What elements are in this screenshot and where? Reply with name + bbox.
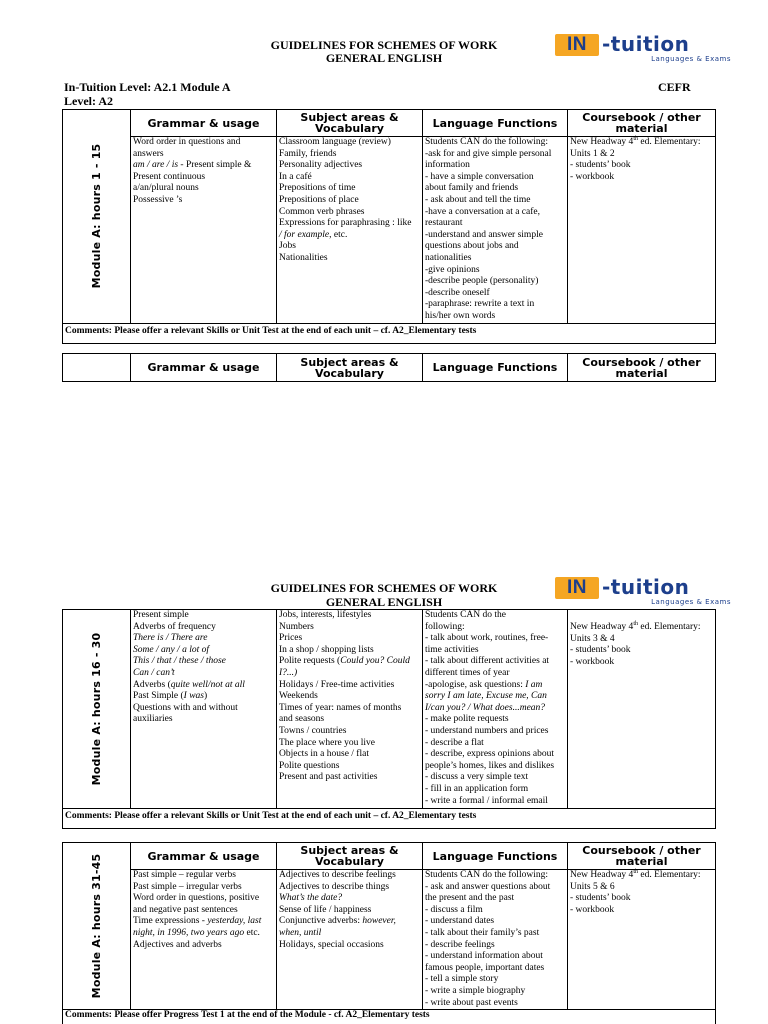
in-tuition-logo bbox=[555, 577, 733, 611]
cell-line: Weekends bbox=[279, 691, 318, 702]
cell-line: am / are / is - Present simple & bbox=[133, 160, 252, 171]
students-book-line: - students’ book bbox=[570, 160, 631, 171]
cell-line: - tell a simple story bbox=[425, 974, 499, 985]
cell-line: a/an/plural nouns bbox=[133, 183, 199, 194]
cell-line: Students CAN do the following: bbox=[425, 137, 548, 147]
cell-line: Present simple bbox=[133, 610, 189, 620]
cell-line: Prepositions of time bbox=[279, 183, 356, 194]
cell-line: Polite requests (Could you? Could bbox=[279, 656, 410, 667]
cell-line: restaurant bbox=[425, 218, 463, 229]
cell-line: -apologise, ask questions: I am bbox=[425, 679, 543, 690]
functions-cell bbox=[423, 870, 568, 1010]
cell-line: auxiliaries bbox=[133, 714, 173, 725]
cell-line: - discuss a film bbox=[425, 904, 483, 915]
headway-line: New Headway 4th ed. Elementary: bbox=[570, 135, 701, 147]
cell-line: Conjunctive adverbs: however, bbox=[279, 916, 396, 927]
cell-line: - talk about work, routines, free- bbox=[425, 633, 549, 644]
cell-line: different times of year bbox=[425, 667, 510, 678]
cell-line: answers bbox=[133, 148, 164, 159]
grammar-cell bbox=[131, 870, 277, 1010]
module-hours-label: Module A: hours 31-45 bbox=[89, 853, 103, 999]
cell-line: -describe people (personality) bbox=[425, 276, 539, 287]
cell-line: -understand and answer simple bbox=[425, 229, 543, 240]
cell-line: Questions with and without bbox=[133, 702, 238, 713]
doc-title-line2: GENERAL ENGLISH bbox=[325, 51, 443, 65]
cell-line: -have a conversation at a cafe, bbox=[425, 206, 540, 217]
doc-title-line2: GENERAL ENGLISH bbox=[325, 595, 443, 609]
header-language-functions: Language Functions bbox=[423, 843, 568, 870]
cell-line: Present and past activities bbox=[279, 772, 378, 783]
cell-line: Adjectives to describe things bbox=[279, 881, 390, 892]
cell-line: Adverbs (quite well/not at all bbox=[133, 679, 245, 690]
side-label-cell bbox=[63, 110, 131, 324]
cell-line: Some / any / a lot of bbox=[133, 644, 209, 655]
students-book-line: - students’ book bbox=[570, 645, 631, 656]
cell-line: Time expressions - yesterday, last bbox=[133, 916, 262, 927]
header-language-functions: Language Functions bbox=[423, 354, 568, 382]
cell-line: Adverbs of frequency bbox=[133, 621, 216, 632]
level-line-1: In-Tuition Level: A2.1 Module A bbox=[64, 80, 231, 94]
cell-line: Sense of life / happiness bbox=[279, 904, 372, 915]
cell-line: / for example, etc. bbox=[279, 229, 348, 240]
functions-cell bbox=[423, 610, 568, 809]
cell-line: - discuss a very simple text bbox=[425, 772, 529, 783]
cell-line: Possessive ’s bbox=[133, 194, 183, 205]
cell-line: information bbox=[425, 160, 470, 171]
cell-line: - fill in an application form bbox=[425, 783, 529, 794]
cell-line: Expressions for paraphrasing : like bbox=[279, 218, 412, 229]
cell-line: - talk about their family’s past bbox=[425, 927, 540, 938]
cell-line: Jobs, interests, lifestyles bbox=[279, 610, 372, 620]
cell-line: his/her own words bbox=[425, 310, 496, 321]
cell-line: I?...) bbox=[279, 667, 298, 678]
cell-line: and negative past sentences bbox=[133, 904, 238, 915]
cell-line: Can / can’t bbox=[133, 667, 175, 678]
cell-line: Objects in a house / flat bbox=[279, 749, 369, 760]
logo-wordmark: -tuition bbox=[602, 32, 690, 56]
headway-line: New Headway 4th ed. Elementary: bbox=[570, 868, 701, 880]
cell-line: about family and friends bbox=[425, 183, 519, 194]
cell-line: -give opinions bbox=[425, 264, 480, 275]
header-grammar: Grammar & usage bbox=[131, 843, 277, 870]
cell-line: Classroom language (review) bbox=[279, 137, 391, 147]
comments-row: Comments: Please offer a relevant Skills or Unit Test at the end of each unit – cf. A2_Elementary tests bbox=[63, 809, 716, 829]
cell-line: Jobs bbox=[279, 241, 296, 252]
cell-line: Past Simple (I was) bbox=[133, 691, 208, 702]
cell-line: Personality adjectives bbox=[279, 160, 363, 171]
cell-line: -paraphrase: rewrite a text in bbox=[425, 299, 535, 310]
cell-line: - have a simple conversation bbox=[425, 171, 534, 182]
header-subject-areas: Subject areas & Vocabulary bbox=[277, 354, 423, 382]
cell-line: famous people, important dates bbox=[425, 962, 545, 973]
units-line: Units 1 & 2 bbox=[570, 148, 615, 159]
cell-line: Times of year: names of months bbox=[279, 702, 402, 713]
side-label-cell bbox=[63, 610, 131, 809]
header-coursebook: Coursebook / other material bbox=[568, 110, 716, 137]
cell-line: Prices bbox=[279, 633, 303, 644]
functions-cell bbox=[423, 137, 568, 324]
units-line: Units 5 & 6 bbox=[570, 881, 615, 892]
cell-line: There is / There are bbox=[133, 633, 208, 644]
header-grammar: Grammar & usage bbox=[131, 354, 277, 382]
cell-line: Holidays, special occasions bbox=[279, 939, 384, 950]
cell-line: Word order in questions, positive bbox=[133, 893, 260, 904]
header-coursebook: Coursebook / other material bbox=[568, 354, 716, 382]
cell-line: - describe feelings bbox=[425, 939, 495, 950]
cell-line: In a café bbox=[279, 171, 312, 182]
logo-tagline: Languages & Exams bbox=[651, 55, 731, 63]
scheme-table-2 bbox=[62, 353, 716, 382]
in-tuition-logo bbox=[555, 34, 733, 68]
cell-line: - write a simple biography bbox=[425, 985, 526, 996]
cell-line: and seasons bbox=[279, 714, 325, 725]
logo-wordmark: -tuition bbox=[602, 575, 690, 599]
cell-line: - describe, express opinions about bbox=[425, 749, 555, 760]
scheme-table-3 bbox=[62, 609, 716, 829]
grammar-cell bbox=[131, 137, 277, 324]
cell-line: time activities bbox=[425, 644, 479, 655]
units-line: Units 3 & 4 bbox=[570, 633, 615, 644]
cell-line: Adjectives to describe feelings bbox=[279, 870, 396, 880]
cell-line: nationalities bbox=[425, 252, 472, 263]
cell-line: Adjectives and adverbs bbox=[133, 939, 222, 950]
cell-line: - understand dates bbox=[425, 916, 495, 927]
cell-line: sorry I am late, Excuse me, Can bbox=[425, 691, 547, 702]
comments-row: Comments: Please offer Progress Test 1 at the end of the Module - cf. A2_Elementary tests bbox=[63, 1010, 716, 1024]
cell-line: This / that / these / those bbox=[133, 656, 226, 667]
cell-line: Students CAN do the following: bbox=[425, 870, 548, 880]
cell-line: Word order in questions and bbox=[133, 137, 241, 147]
side-label-cell bbox=[63, 843, 131, 1010]
cell-line: Family, friends bbox=[279, 148, 337, 159]
cell-line: following: bbox=[425, 621, 465, 632]
cell-line: Numbers bbox=[279, 621, 314, 632]
cell-line: - ask about and tell the time bbox=[425, 194, 531, 205]
workbook-line: - workbook bbox=[570, 656, 615, 667]
scheme-table-4 bbox=[62, 842, 716, 1024]
header-language-functions: Language Functions bbox=[423, 110, 568, 137]
cell-line: - make polite requests bbox=[425, 714, 509, 725]
logo-tagline: Languages & Exams bbox=[651, 598, 731, 606]
coursebook-cell bbox=[568, 137, 716, 324]
cell-line: the present and the past bbox=[425, 893, 515, 904]
cell-line: - understand numbers and prices bbox=[425, 725, 549, 736]
cell-line: Polite questions bbox=[279, 760, 340, 771]
cell-line: - ask and answer questions about bbox=[425, 881, 551, 892]
cell-line: - describe a flat bbox=[425, 737, 484, 748]
subjects-cell bbox=[277, 870, 423, 1010]
cell-line: Past simple – irregular verbs bbox=[133, 881, 242, 892]
logo-box: IN bbox=[555, 577, 599, 599]
students-book-line: - students’ book bbox=[570, 893, 631, 904]
cell-line: questions about jobs and bbox=[425, 241, 519, 252]
cell-line: night, in 1996, two years ago etc. bbox=[133, 927, 260, 938]
cell-line: - understand information about bbox=[425, 951, 543, 962]
level-line-2: Level: A2 bbox=[64, 94, 113, 108]
grammar-cell bbox=[131, 610, 277, 809]
cell-line: - write a formal / informal email bbox=[425, 795, 548, 806]
workbook-line: - workbook bbox=[570, 904, 615, 915]
cell-line: -describe oneself bbox=[425, 287, 490, 298]
doc-title-line1: GUIDELINES FOR SCHEMES OF WORK bbox=[270, 581, 498, 595]
cell-line: The place where you live bbox=[279, 737, 376, 748]
cell-line: What’s the date? bbox=[279, 893, 343, 904]
cell-line: Towns / countries bbox=[279, 725, 347, 736]
cell-line: Prepositions of place bbox=[279, 194, 359, 205]
cell-line: when, until bbox=[279, 927, 322, 938]
coursebook-cell bbox=[568, 870, 716, 1010]
header-subject-areas: Subject areas & Vocabulary bbox=[277, 110, 423, 137]
cell-line: Present continuous bbox=[133, 171, 206, 182]
comments-row: Comments: Please offer a relevant Skills or Unit Test at the end of each unit – cf. A2_Elementary tests bbox=[63, 323, 716, 343]
cell-line: Students CAN do the bbox=[425, 610, 507, 620]
header-subject-areas: Subject areas & Vocabulary bbox=[277, 843, 423, 870]
workbook-line: - workbook bbox=[570, 171, 615, 182]
module-hours-label: Module A: hours 16 - 30 bbox=[89, 632, 103, 786]
cell-line: Holidays / Free-time activities bbox=[279, 679, 395, 690]
cell-line: -ask for and give simple personal bbox=[425, 148, 552, 159]
coursebook-cell bbox=[568, 610, 716, 809]
cell-line: Common verb phrases bbox=[279, 206, 365, 217]
cell-line: Past simple – regular verbs bbox=[133, 870, 236, 880]
header-grammar: Grammar & usage bbox=[131, 110, 277, 137]
scheme-table-1 bbox=[62, 109, 716, 344]
cell-line: I/can you? / What does...mean? bbox=[425, 702, 546, 713]
logo-box: IN bbox=[555, 34, 599, 56]
module-hours-label: Module A: hours 1 - 15 bbox=[89, 143, 103, 289]
cell-line: Nationalities bbox=[279, 252, 328, 263]
cefr-label: CEFR bbox=[658, 80, 691, 94]
subjects-cell bbox=[277, 610, 423, 809]
cell-line: In a shop / shopping lists bbox=[279, 644, 374, 655]
headway-line: New Headway 4th ed. Elementary: bbox=[570, 620, 701, 632]
cell-line: - talk about different activities at bbox=[425, 656, 550, 667]
header-coursebook: Coursebook / other material bbox=[568, 843, 716, 870]
subjects-cell bbox=[277, 137, 423, 324]
doc-title-line1: GUIDELINES FOR SCHEMES OF WORK bbox=[270, 38, 498, 52]
cell-line: people’s homes, likes and dislikes bbox=[425, 760, 555, 771]
cell-line: - write about past events bbox=[425, 997, 518, 1008]
side-label-cell bbox=[63, 354, 131, 382]
